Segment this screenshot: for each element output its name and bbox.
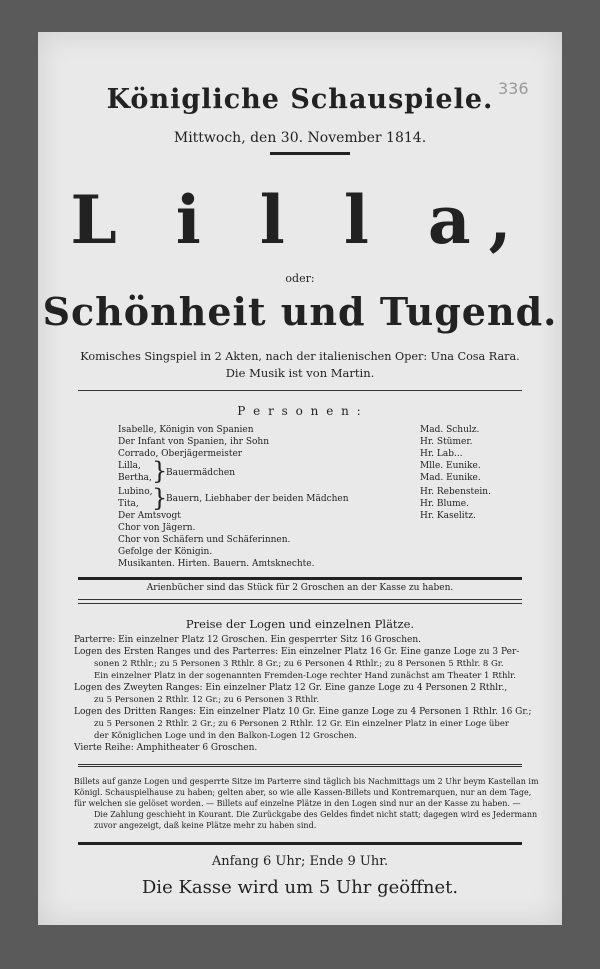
- notice-line: für welchen sie gelöset worden. — Billets auf einzelne Plätze in den Logen sind nur an der Kasse zu haben. —: [74, 799, 521, 808]
- notice-line: Königl. Schauspielhause zu haben; gelten aber, so wie alle Kassen-Billets und Kontremarquen, nur an dem Tage,: [74, 788, 532, 797]
- libretto-note: Arienbücher sind das Stück für 2 Groschen an der Kasse zu haben.: [146, 583, 454, 593]
- cast-actor: Hr. Stümer.: [420, 437, 473, 447]
- cast-extra: Chor von Jägern.: [118, 523, 196, 533]
- price-line: Parterre: Ein einzelner Platz 12 Groschen. Ein gesperrter Sitz 16 Groschen.: [74, 635, 422, 645]
- cast-role: Lubino,: [118, 487, 153, 497]
- group-label: Bauermädchen: [166, 468, 236, 478]
- cast-actor: Mad. Schulz.: [420, 425, 480, 435]
- genre-line: Komisches Singspiel in 2 Akten, nach der italienischen Oper: Una Cosa Rara.: [80, 350, 520, 363]
- cast-actor: Mlle. Eunike.: [420, 461, 481, 471]
- price-line: zu 5 Personen 2 Rthlr. 12 Gr.; zu 6 Personen 3 Rthlr.: [94, 695, 320, 705]
- group-label: Bauern, Liebhaber der beiden Mädchen: [166, 494, 349, 504]
- cast-heading: P e r s o n e n :: [237, 404, 363, 418]
- price-line: sonen 2 Rthlr.; zu 5 Personen 3 Rthlr. 8 Gr.; zu 6 Personen 4 Rthlr.; zu 8 Personen 5 Rthlr. 8 Gr.: [94, 659, 504, 669]
- cast-actor: Hr. Kaselitz.: [420, 511, 476, 521]
- price-line: zu 5 Personen 2 Rthlr. 2 Gr.; zu 6 Personen 2 Rthlr. 12 Gr. Ein einzelner Platz in einer Loge über: [94, 719, 509, 729]
- divider: [78, 842, 522, 845]
- divider: [78, 764, 522, 767]
- cast-actor: Hr. Lab...: [420, 449, 463, 459]
- cast-role: Der Amtsvogt: [118, 511, 181, 521]
- performance-date: Mittwoch, den 30. November 1814.: [173, 130, 427, 146]
- cast-actor: Mad. Eunike.: [420, 473, 481, 483]
- cast-extra: Gefolge der Königin.: [118, 547, 213, 557]
- theater-name: Königliche Schauspiele.: [106, 84, 494, 115]
- cast-extra: Musikanten. Hirten. Bauern. Amtsknechte.: [118, 559, 315, 569]
- box-office-opening: Die Kasse wird um 5 Uhr geöffnet.: [141, 877, 459, 898]
- brace: }: [152, 484, 168, 512]
- price-line: Logen des Dritten Ranges: Ein einzelner Platz 10 Gr. Eine ganze Loge zu 4 Personen 1 Rthlr. 16 Gr.;: [74, 707, 532, 717]
- divider: [78, 603, 522, 604]
- brace: }: [152, 457, 168, 485]
- cast-role: Lilla,: [118, 461, 141, 471]
- notice-line: Die Zahlung geschieht in Kourant. Die Zurückgabe des Geldes findet nicht statt; dagegen wird es Jedermann: [94, 810, 538, 819]
- cast-role: Der Infant von Spanien, ihr Sohn: [118, 437, 270, 447]
- cast-role: Corrado, Oberjägermeister: [118, 449, 243, 459]
- price-line: Vierte Reihe: Amphitheater 6 Groschen.: [74, 743, 258, 753]
- playbill-sheet: [38, 32, 562, 925]
- divider: [78, 599, 522, 600]
- cast-actor: Hr. Rebenstein.: [420, 487, 491, 497]
- title-connector: oder:: [285, 272, 315, 285]
- play-subtitle: Schönheit und Tugend.: [42, 289, 558, 334]
- performance-times: Anfang 6 Uhr; Ende 9 Uhr.: [211, 854, 389, 869]
- divider: [78, 577, 522, 580]
- cast-role: Isabelle, Königin von Spanien: [118, 425, 254, 435]
- price-line: Logen des Zweyten Ranges: Ein einzelner Platz 12 Gr. Eine ganze Loge zu 4 Personen 2 Rthlr.,: [74, 683, 508, 693]
- archive-number: 336: [498, 79, 529, 98]
- date-underline: [270, 152, 350, 155]
- notice-line: Billets auf ganze Logen und gesperrte Sitze im Parterre sind täglich bis Nachmittags um 2 Uhr beym Kastellan im: [74, 777, 539, 786]
- cast-actor: Hr. Blume.: [420, 499, 469, 509]
- price-line: Ein einzelner Platz in der sogenannten Fremden-Loge rechter Hand zunächst am Theater 1 Rthlr.: [94, 671, 516, 681]
- cast-extra: Chor von Schäfern und Schäferinnen.: [118, 535, 291, 545]
- cast-role: Tita,: [118, 499, 139, 509]
- play-title: L i l l a,: [70, 181, 530, 259]
- divider: [78, 390, 522, 391]
- price-line: der Königlichen Loge und in den Balkon-Logen 12 Groschen.: [94, 731, 357, 741]
- prices-heading: Preise der Logen und einzelnen Plätze.: [185, 617, 415, 631]
- music-line: Die Musik ist von Martin.: [225, 366, 375, 380]
- price-line: Logen des Ersten Ranges und des Parterres: Ein einzelner Platz 16 Gr. Eine ganze Loge zu 3 Per-: [74, 647, 520, 657]
- notice-line: zuvor angezeigt, daß keine Plätze mehr zu haben sind.: [94, 821, 317, 830]
- cast-role: Bertha,: [118, 473, 152, 483]
